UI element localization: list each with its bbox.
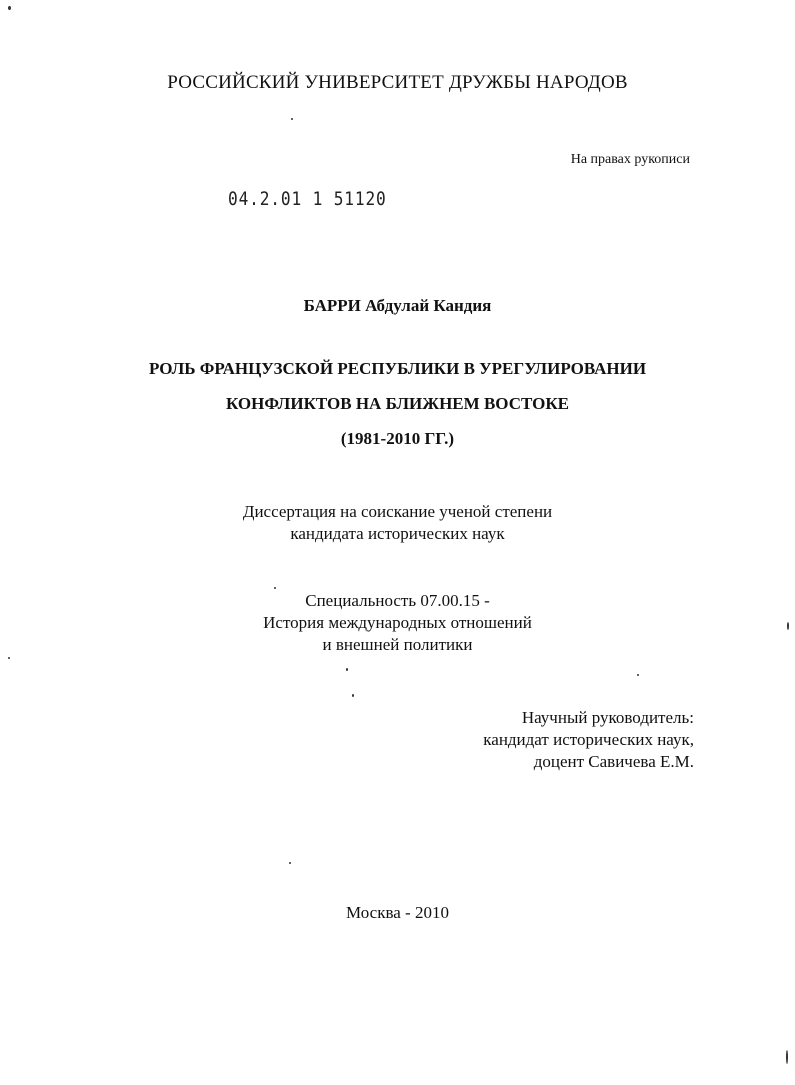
rights-note: На правах рукописи [570, 152, 690, 167]
dissertation-title [0, 351, 795, 456]
specialty-line: и внешней политики [322, 635, 473, 654]
scan-speck [8, 6, 11, 10]
degree-line: кандидата исторических наук [290, 524, 505, 543]
scan-speck [637, 674, 639, 676]
university-name: РОССИЙСКИЙ УНИВЕРСИТЕТ ДРУЖБЫ НАРОДОВ [167, 72, 628, 93]
city-year: Москва - 2010 [346, 903, 449, 922]
scan-speck [786, 1050, 788, 1064]
advisor-line: Научный руководитель: [521, 708, 694, 727]
specialty-line: История международных отношений [263, 613, 532, 632]
advisor-line: кандидат исторических наук, [483, 730, 694, 749]
author-name: БАРРИ Абдулай Кандия [303, 296, 492, 315]
degree-statement [0, 501, 795, 545]
specialty-statement [0, 590, 795, 656]
specialty-line: Специальность 07.00.15 - [305, 591, 490, 610]
scan-speck [291, 118, 293, 120]
library-stamp-code: 04.2.01 1 51120 [228, 188, 387, 210]
title-years: (1981-2010 ГГ.) [340, 429, 455, 448]
scan-speck [274, 587, 276, 589]
title-line: КОНФЛИКТОВ НА БЛИЖНЕМ ВОСТОКЕ [226, 394, 569, 413]
scientific-advisor [483, 707, 694, 773]
degree-line: Диссертация на соискание ученой степени [242, 502, 553, 521]
scan-speck [289, 862, 291, 864]
scan-speck [787, 622, 789, 630]
scan-speck [352, 694, 354, 697]
advisor-line: доцент Савичева Е.М. [533, 752, 694, 771]
scan-speck [8, 657, 10, 659]
scan-speck [346, 668, 348, 671]
title-line: РОЛЬ ФРАНЦУЗСКОЙ РЕСПУБЛИКИ В УРЕГУЛИРОВАНИИ [148, 359, 647, 378]
